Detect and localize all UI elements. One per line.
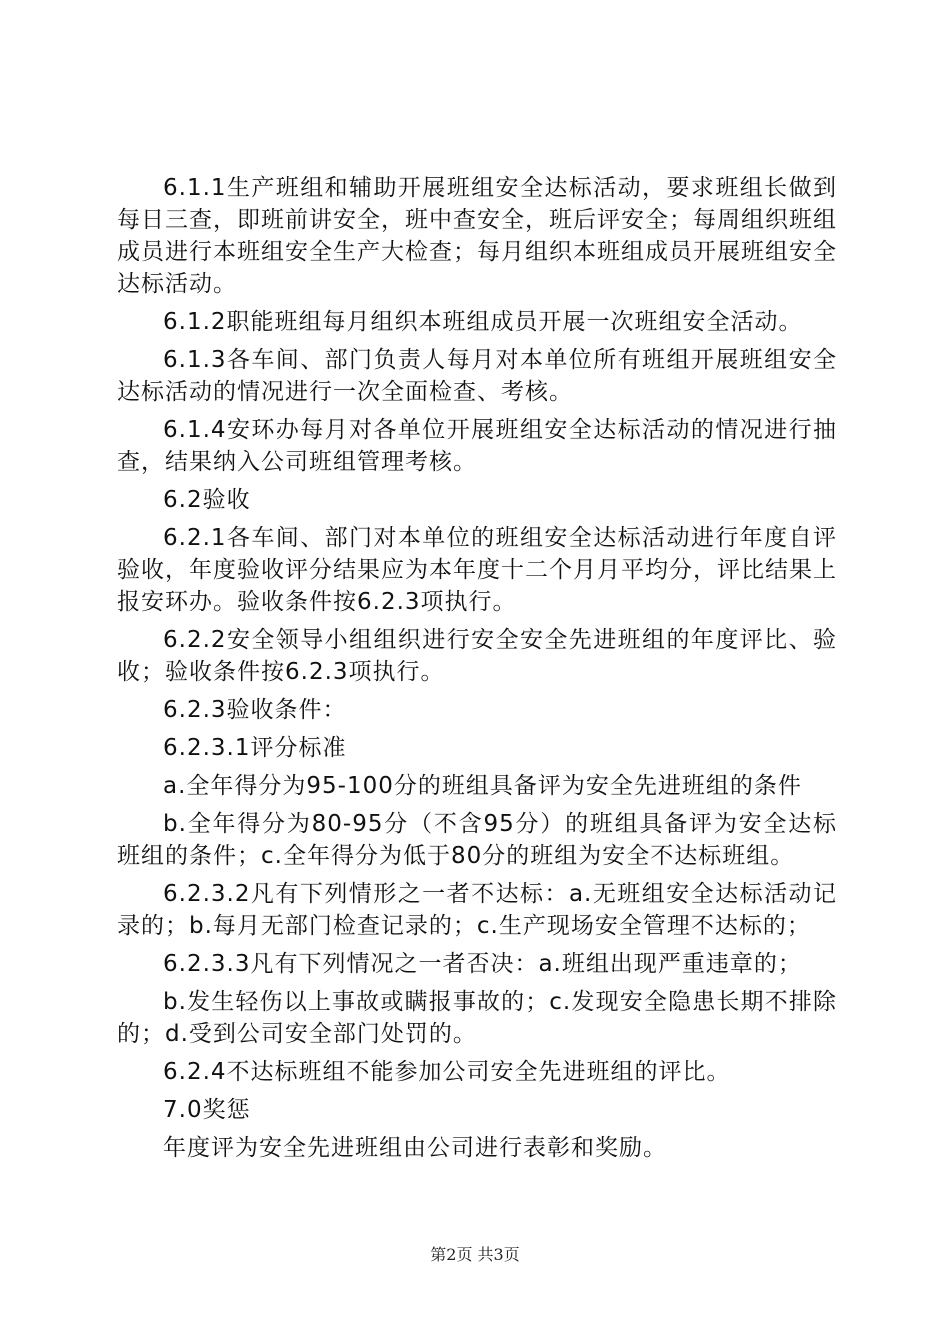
- page-footer: 第2页 共3页: [430, 1245, 520, 1264]
- document-body: [117, 172, 837, 1170]
- paragraph-6-2-2: 6.2.2安全领导小组组织进行安全安全先进班组的年度评比、验收；验收条件按6.2.3项执行。: [117, 627, 837, 685]
- paragraph-6-1-4: 6.1.4安环办每月对各单位开展班组安全达标活动的情况进行抽查，结果纳入公司班组管理考核。: [117, 417, 837, 475]
- paragraph-rewards: 年度评为安全先进班组由公司进行表彰和奖励。: [163, 1135, 667, 1161]
- paragraph-6-1-2: 6.1.2职能班组每月组织本班组成员开展一次班组安全活动。: [163, 309, 803, 335]
- paragraph-veto-items: b.发生轻伤以上事故或瞒报事故的；c.发现安全隐患长期不排除的；d.受到公司安全部门处罚的。: [117, 989, 837, 1047]
- criterion-a: a.全年得分为95-100分的班组具备评为安全先进班组的条件: [163, 773, 802, 799]
- paragraph-6-2-1: 6.2.1各车间、部门对本单位的班组安全达标活动进行年度自评验收，年度验收评分结果应为本年度十二个月月平均分，评比结果上报安环办。验收条件按6.2.3项执行。: [117, 525, 837, 615]
- paragraph-6-1-1: 6.1.1生产班组和辅助开展班组安全达标活动，要求班组长做到每日三查，即班前讲安全，班中查安全，班后评安全；每周组织班组成员进行本班组安全生产大检查；每月组织本班组成员开展班组安全达标活动。: [117, 175, 837, 297]
- section-heading-6-2-3-1: 6.2.3.1评分标准: [163, 735, 347, 761]
- section-heading-6-2: 6.2验收: [163, 487, 251, 513]
- paragraph-6-1-3: 6.1.3各车间、部门负责人每月对本单位所有班组开展班组安全达标活动的情况进行一次全面检查、考核。: [117, 347, 837, 405]
- paragraph-6-2-3-2: 6.2.3.2凡有下列情形之一者不达标：a.无班组安全达标活动记录的；b.每月无部门检查记录的；c.生产现场安全管理不达标的；: [117, 881, 837, 939]
- section-heading-6-2-3: 6.2.3验收条件：: [163, 697, 347, 723]
- criterion-b-c: b.全年得分为80-95分（不含95分）的班组具备评为安全达标班组的条件；c.全年得分为低于80分的班组为安全不达标班组。: [117, 811, 837, 869]
- section-heading-7-0: 7.0奖惩: [163, 1097, 251, 1123]
- paragraph-6-2-4: 6.2.4不达标班组不能参加公司安全先进班组的评比。: [163, 1059, 731, 1085]
- paragraph-6-2-3-3: 6.2.3.3凡有下列情况之一者否决：a.班组出现严重违章的；: [163, 951, 802, 977]
